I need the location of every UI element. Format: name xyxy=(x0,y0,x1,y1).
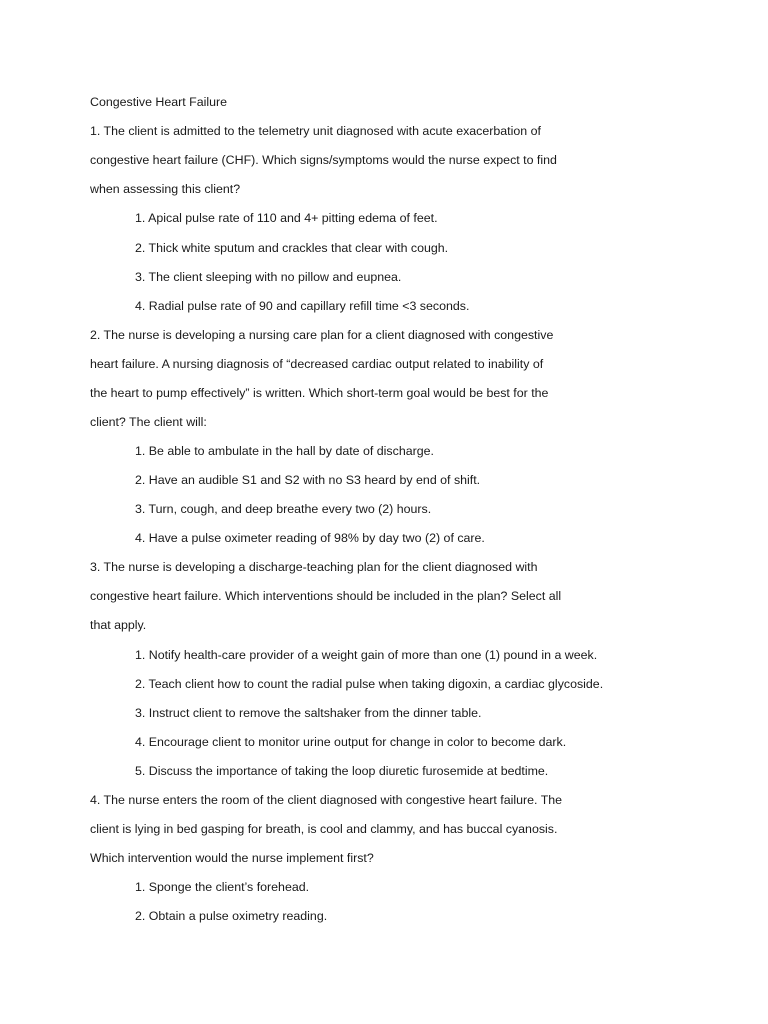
question-3-option-5: 5. Discuss the importance of taking the loop diuretic furosemide at bedtime. xyxy=(135,764,549,778)
question-2-line-4: client? The client will: xyxy=(90,415,207,429)
question-4-line-3: Which intervention would the nurse implement first? xyxy=(90,851,374,865)
question-3-option-4: 4. Encourage client to monitor urine output for change in color to become dark. xyxy=(135,735,567,749)
question-3-line-3: that apply. xyxy=(90,618,147,632)
question-1-option-4: 4. Radial pulse rate of 90 and capillary refill time <3 seconds. xyxy=(135,299,470,313)
question-2-line-3: the heart to pump effectively” is written. Which short-term goal would be best for the xyxy=(90,386,549,400)
document-title: Congestive Heart Failure xyxy=(90,95,228,109)
question-2-option-3: 3. Turn, cough, and deep breathe every two (2) hours. xyxy=(135,502,432,516)
question-1-line-3: when assessing this client? xyxy=(90,182,241,196)
question-1-line-2: congestive heart failure (CHF). Which signs/symptoms would the nurse expect to find xyxy=(90,153,557,167)
question-2-option-2: 2. Have an audible S1 and S2 with no S3 heard by end of shift. xyxy=(135,473,481,487)
question-3-line-2: congestive heart failure. Which interventions should be included in the plan? Select all xyxy=(90,589,562,603)
question-1-line-1: 1. The client is admitted to the telemetry unit diagnosed with acute exacerbation of xyxy=(90,124,541,138)
question-4-option-2: 2. Obtain a pulse oximetry reading. xyxy=(135,909,328,923)
question-2-line-1: 2. The nurse is developing a nursing care plan for a client diagnosed with congestive xyxy=(90,328,554,342)
question-2-option-4: 4. Have a pulse oximeter reading of 98% by day two (2) of care. xyxy=(135,531,485,545)
question-3-option-1: 1. Notify health-care provider of a weight gain of more than one (1) pound in a week. xyxy=(135,648,598,662)
question-4-option-1: 1. Sponge the client’s forehead. xyxy=(135,880,310,894)
question-1-option-3: 3. The client sleeping with no pillow and eupnea. xyxy=(135,270,402,284)
question-2-line-2: heart failure. A nursing diagnosis of “decreased cardiac output related to inability of xyxy=(90,357,544,371)
question-4-line-2: client is lying in bed gasping for breath, is cool and clammy, and has buccal cyanosis. xyxy=(90,822,558,836)
question-3-line-1: 3. The nurse is developing a discharge-teaching plan for the client diagnosed with xyxy=(90,560,538,574)
question-3-option-3: 3. Instruct client to remove the saltshaker from the dinner table. xyxy=(135,706,482,720)
question-2-option-1: 1. Be able to ambulate in the hall by date of discharge. xyxy=(135,444,434,458)
question-1-option-1: 1. Apical pulse rate of 110 and 4+ pitting edema of feet. xyxy=(135,211,438,225)
question-4-line-1: 4. The nurse enters the room of the client diagnosed with congestive heart failure. The xyxy=(90,793,563,807)
question-3-option-2: 2. Teach client how to count the radial pulse when taking digoxin, a cardiac glycoside. xyxy=(135,677,604,691)
question-1-option-2: 2. Thick white sputum and crackles that clear with cough. xyxy=(135,241,449,255)
